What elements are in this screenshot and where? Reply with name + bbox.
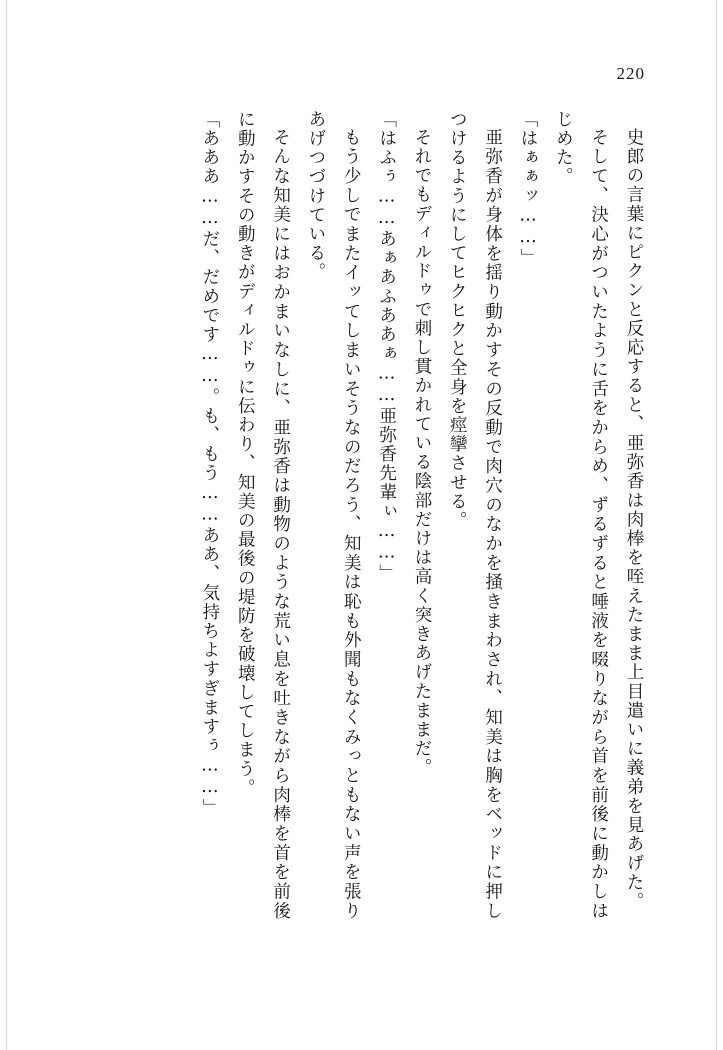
paragraph: それでもディルドゥで刺し貫かれている陰部だけは高く突きあげたままだ。 — [411, 127, 432, 777]
paragraph: 「はふぅ……あぁあふああぁ……亜弥香先輩ぃ……」 — [376, 110, 397, 584]
page-text-column — [70, 110, 651, 920]
paragraph: 「あああ……だ、だめです……。も、もう……ああ、気持ちよすぎますぅ……」 — [199, 110, 220, 818]
paragraph: そんな知美にはおかまいなしに、亜弥香は動物のような荒い息を吐きながら肉棒を首を前後に動かすその動きがディルドゥに伝わり、知美の最後の堤防を破壊してしまう。 — [235, 110, 291, 920]
paragraph: 「はぁぁッ……」 — [517, 110, 538, 268]
paragraph: 亜弥香が身体を揺り動かすその反動で肉穴のなかを掻きまわされ、知美は胸をベッドに押しつけるようにしてヒクヒクと全身を痙攣させる。 — [447, 110, 503, 920]
paragraph: もう少しでまたイッてしまいそうなのだろう、知美は恥も外聞もなくみっともない声を張りあげつづけている。 — [305, 110, 362, 920]
page-number: 220 — [616, 64, 645, 83]
paragraph: そして、決心がついたように舌をからめ、ずるずると唾液を啜りながら首を前後に動かしはじめた。 — [553, 110, 609, 920]
page-edge-left-rule — [6, 0, 7, 1050]
paragraph: 史郎の言葉にピクンと反応すると、亜弥香は肉棒を咥えたまま上目遣いに義弟を見あげた。 — [624, 127, 644, 911]
page-edge-right-rule — [716, 0, 717, 1050]
